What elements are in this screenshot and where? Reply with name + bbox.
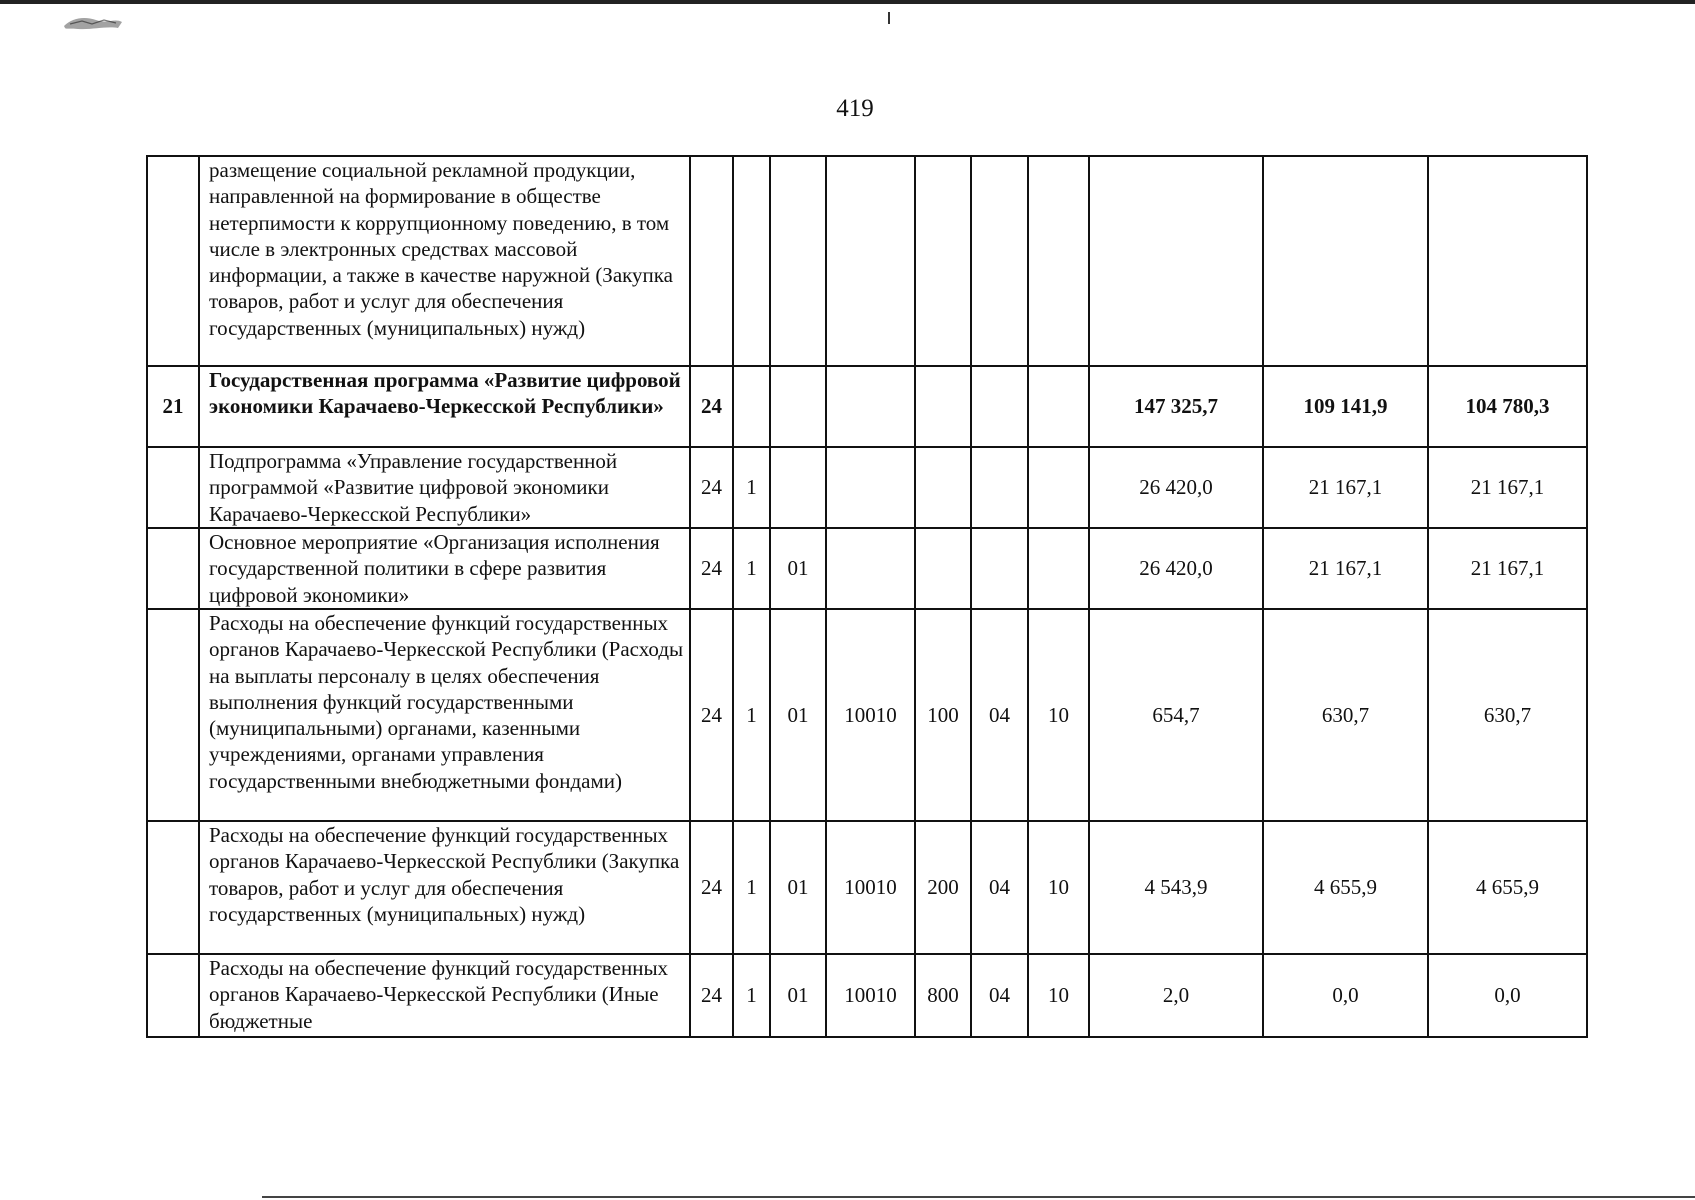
amount-year1-cell: 147 325,7 — [1089, 366, 1263, 447]
subsection-cell — [1028, 156, 1089, 366]
direction-code-cell: 10010 — [826, 609, 915, 821]
description-cell: Подпрограмма «Управление государственной программой «Развитие цифровой экономики Карачаево-Черкесской Республики» — [199, 447, 690, 528]
subprogram-code-cell — [733, 366, 770, 447]
amount-year2-cell: 630,7 — [1263, 609, 1428, 821]
subprogram-code-cell: 1 — [733, 821, 770, 954]
section-cell: 04 — [971, 954, 1028, 1037]
amount-year2-cell: 4 655,9 — [1263, 821, 1428, 954]
section-cell — [971, 156, 1028, 366]
subsection-cell: 10 — [1028, 609, 1089, 821]
expense-type-cell — [915, 447, 971, 528]
subprogram-code-cell: 1 — [733, 609, 770, 821]
scan-tick-mark — [888, 12, 890, 24]
table-row — [147, 609, 1587, 821]
row-number-cell — [147, 954, 199, 1037]
amount-year1-cell: 4 543,9 — [1089, 821, 1263, 954]
table-row — [147, 156, 1587, 366]
amount-year2-cell: 21 167,1 — [1263, 447, 1428, 528]
amount-year3-cell: 0,0 — [1428, 954, 1587, 1037]
description-cell: Расходы на обеспечение функций государственных органов Карачаево-Черкесской Республики (Иные бюджетные — [199, 954, 690, 1037]
expense-type-cell: 200 — [915, 821, 971, 954]
description-cell: Основное мероприятие «Организация исполнения государственной политики в сфере развития цифровой экономики» — [199, 528, 690, 609]
page-number: 419 — [836, 95, 874, 122]
amount-year1-cell: 26 420,0 — [1089, 528, 1263, 609]
table-row — [147, 528, 1587, 609]
program-code-cell: 24 — [690, 954, 733, 1037]
row-number-cell — [147, 821, 199, 954]
amount-year1-cell: 654,7 — [1089, 609, 1263, 821]
subprogram-code-cell: 1 — [733, 528, 770, 609]
program-code-cell — [690, 156, 733, 366]
scan-smudge — [62, 12, 124, 34]
subsection-cell: 10 — [1028, 954, 1089, 1037]
measure-code-cell — [770, 447, 826, 528]
direction-code-cell — [826, 366, 915, 447]
table-row — [147, 447, 1587, 528]
description-cell: Расходы на обеспечение функций государственных органов Карачаево-Черкесской Республики (Закупка товаров, работ и услуг для обеспечения государственных (муниципальных) нужд) — [199, 821, 690, 954]
measure-code-cell: 01 — [770, 821, 826, 954]
program-code-cell: 24 — [690, 366, 733, 447]
amount-year1-cell: 2,0 — [1089, 954, 1263, 1037]
section-cell — [971, 366, 1028, 447]
subprogram-code-cell — [733, 156, 770, 366]
subsection-cell: 10 — [1028, 821, 1089, 954]
expense-type-cell — [915, 156, 971, 366]
expense-type-cell: 800 — [915, 954, 971, 1037]
amount-year2-cell: 109 141,9 — [1263, 366, 1428, 447]
amount-year1-cell: 26 420,0 — [1089, 447, 1263, 528]
program-code-cell: 24 — [690, 609, 733, 821]
measure-code-cell — [770, 366, 826, 447]
row-number-cell — [147, 609, 199, 821]
amount-year3-cell: 630,7 — [1428, 609, 1587, 821]
expense-type-cell — [915, 528, 971, 609]
scan-bottom-edge — [262, 1196, 1695, 1198]
row-number-cell: 21 — [147, 366, 199, 447]
row-number-cell — [147, 447, 199, 528]
budget-table — [146, 155, 1588, 1038]
amount-year3-cell: 21 167,1 — [1428, 447, 1587, 528]
description-cell: Расходы на обеспечение функций государственных органов Карачаево-Черкесской Республики (Расходы на выплаты персоналу в целях обеспечения выполнения функций государственными (муниципальными) органами, казенными учреждениями, органами управления государственными внебюджетными фондами) — [199, 609, 690, 821]
expense-type-cell — [915, 366, 971, 447]
table-row — [147, 366, 1587, 447]
amount-year2-cell: 21 167,1 — [1263, 528, 1428, 609]
direction-code-cell — [826, 447, 915, 528]
subsection-cell — [1028, 366, 1089, 447]
scan-top-edge — [0, 0, 1695, 4]
expense-type-cell: 100 — [915, 609, 971, 821]
table-row — [147, 954, 1587, 1037]
subprogram-code-cell: 1 — [733, 954, 770, 1037]
table-row — [147, 821, 1587, 954]
measure-code-cell: 01 — [770, 528, 826, 609]
direction-code-cell: 10010 — [826, 821, 915, 954]
row-number-cell — [147, 156, 199, 366]
amount-year3-cell: 21 167,1 — [1428, 528, 1587, 609]
amount-year3-cell: 4 655,9 — [1428, 821, 1587, 954]
subprogram-code-cell: 1 — [733, 447, 770, 528]
amount-year3-cell — [1428, 156, 1587, 366]
amount-year1-cell — [1089, 156, 1263, 366]
section-cell — [971, 447, 1028, 528]
measure-code-cell — [770, 156, 826, 366]
program-code-cell: 24 — [690, 821, 733, 954]
row-number-cell — [147, 528, 199, 609]
measure-code-cell: 01 — [770, 954, 826, 1037]
description-cell: размещение социальной рекламной продукции, направленной на формирование в обществе нетерпимости к коррупционному поведению, в том числе в электронных средствах массовой информации, а также в качестве наружной (Закупка товаров, работ и услуг для обеспечения государственных (муниципальных) нужд) — [199, 156, 690, 366]
direction-code-cell — [826, 156, 915, 366]
section-cell: 04 — [971, 609, 1028, 821]
amount-year2-cell: 0,0 — [1263, 954, 1428, 1037]
section-cell: 04 — [971, 821, 1028, 954]
subsection-cell — [1028, 528, 1089, 609]
program-code-cell: 24 — [690, 528, 733, 609]
section-cell — [971, 528, 1028, 609]
direction-code-cell — [826, 528, 915, 609]
direction-code-cell: 10010 — [826, 954, 915, 1037]
subsection-cell — [1028, 447, 1089, 528]
measure-code-cell: 01 — [770, 609, 826, 821]
amount-year2-cell — [1263, 156, 1428, 366]
description-cell: Государственная программа «Развитие цифровой экономики Карачаево-Черкесской Республики» — [199, 366, 690, 447]
amount-year3-cell: 104 780,3 — [1428, 366, 1587, 447]
program-code-cell: 24 — [690, 447, 733, 528]
